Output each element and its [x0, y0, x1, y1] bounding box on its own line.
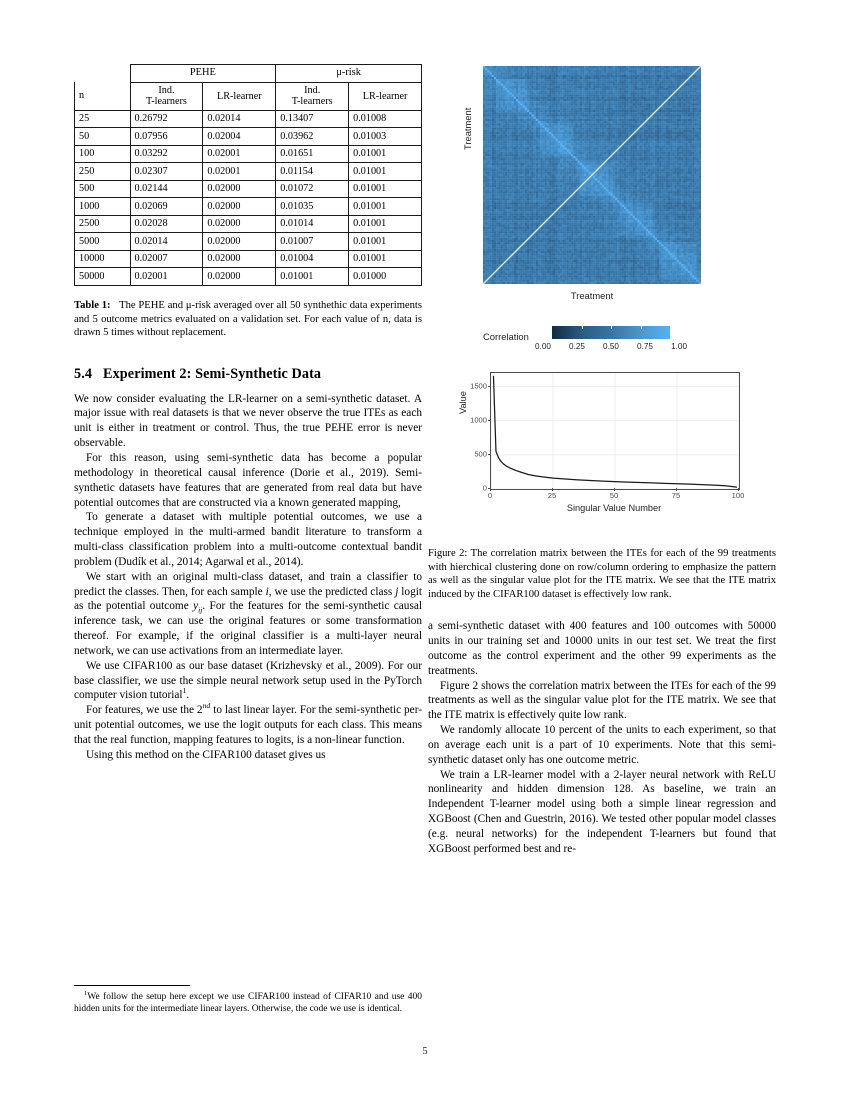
header-line-2: T-learners [291, 96, 333, 108]
colorbar-tick [582, 326, 583, 329]
cell-pehe-lr: 0.02000 [203, 180, 276, 198]
table-row [75, 215, 422, 233]
colorbar-tick-label: 0.50 [603, 342, 619, 351]
right-column-spacer [428, 601, 776, 619]
cell-mu-lr: 0.01001 [349, 250, 422, 268]
table-row [75, 233, 422, 251]
table-body [75, 110, 422, 285]
results-table [74, 64, 422, 286]
header-line-2: T-learners [145, 96, 187, 108]
p6-part-b: to last linear layer. For the semi-synthetic per-unit potential outcomes, we use the logit outputs for each class. This means that the real function, mapping features to logits, is a non-linear function. [74, 704, 422, 746]
table-header-pehe-lr-learner: LR-learner [203, 82, 276, 110]
table-group-header-pehe: PEHE [130, 65, 276, 83]
table-caption-label: Table 1: [74, 299, 111, 311]
p4-var-ij-subscript: ij [198, 605, 203, 615]
heatmap-legend-title: Correlation [483, 331, 529, 342]
colorbar-tick [611, 326, 612, 329]
section-title: Experiment 2: Semi-Synthetic Data [103, 365, 322, 382]
cell-mu-lr: 0.01001 [349, 233, 422, 251]
cell-mu-lr: 0.01001 [349, 163, 422, 181]
heatmap-colorbar-tick-labels [535, 342, 687, 351]
lineplot-x-tick-label: 25 [547, 491, 557, 500]
cell-pehe-ind: 0.02001 [130, 268, 203, 286]
cell-pehe-ind: 0.03292 [130, 145, 203, 163]
cell-mu-lr: 0.01001 [349, 198, 422, 216]
cell-mu-ind: 0.01004 [276, 250, 349, 268]
cell-n: 10000 [75, 250, 131, 268]
table-caption-text: The PEHE and μ-risk averaged over all 50 synthethic data experiments and 5 outcome metrics evaluated on a validation set. For each value of n, data is drawn 5 times without replacement. [74, 299, 423, 339]
cell-n: 250 [75, 163, 131, 181]
cell-pehe-ind: 0.02069 [130, 198, 203, 216]
p4-var-y: y [193, 600, 199, 613]
header-line-1: Ind. [158, 85, 175, 97]
lineplot-x-ticks [487, 488, 745, 502]
colorbar-tick-label: 1.00 [671, 342, 687, 351]
table-sub-header-row [75, 82, 422, 110]
cell-pehe-lr: 0.02000 [203, 250, 276, 268]
right-paragraph-4: We train a LR-learner model with a 2-layer neural network with ReLU nonlinearity and hidden dimension 128. As baseline, we train an Independent T-learner model using both a simple linear regression and XGBoost (Chen and Guestrin, 2016). We tested other popular model classes (e.g. neural networks) for the independent T-learners but found that XGBoost performed best and re- [428, 768, 776, 855]
lineplot-y-tick-label: 1500 [470, 381, 487, 391]
table-row [75, 145, 422, 163]
cell-n: 1000 [75, 198, 131, 216]
table-row [75, 180, 422, 198]
lineplot-y-tickmark [488, 420, 491, 421]
cell-pehe-ind: 0.02014 [130, 233, 203, 251]
table-corner-cell [75, 65, 131, 83]
table-header-mu-lr-learner: LR-learner [349, 82, 422, 110]
page-number: 5 [422, 1046, 428, 1057]
figure-2-singular-value-plot [428, 368, 776, 533]
table-header-mu-ind-tlearners [276, 82, 349, 110]
lineplot-x-tick-label: 75 [671, 491, 681, 500]
p6-ordinal-superscript: nd [202, 701, 211, 711]
cell-mu-lr: 0.01001 [349, 145, 422, 163]
cell-mu-ind: 0.01154 [276, 163, 349, 181]
cell-pehe-ind: 0.02307 [130, 163, 203, 181]
lineplot-panel [490, 372, 740, 490]
figure-2-heatmap [428, 64, 776, 364]
cell-n: 500 [75, 180, 131, 198]
table-row [75, 163, 422, 181]
lineplot-svg [491, 373, 739, 489]
cell-mu-ind: 0.01651 [276, 145, 349, 163]
cell-n: 50 [75, 128, 131, 146]
right-paragraph-3: We randomly allocate 10 percent of the units to each experiment, so that on average each unit is a part of 10 experiments. Note that this semi-synthetic dataset only has one outcome metric. [428, 724, 776, 766]
left-paragraph-3: To generate a dataset with multiple potential outcomes, we use a technique employed in the multi-armed bandit literature to transform a multi-class classification problem into a multi-outcome contextual bandit problem (Dudík et al., 2014; Agarwal et al., 2014). [74, 511, 422, 568]
right-column [428, 64, 776, 857]
left-paragraph-5 [74, 659, 422, 704]
colorbar-tick-label: 0.75 [637, 342, 653, 351]
table-caption [74, 299, 422, 340]
lineplot-y-tickmark [488, 386, 491, 387]
footnote-ref-1[interactable]: 1 [182, 686, 187, 696]
cell-pehe-lr: 0.02000 [203, 215, 276, 233]
heatmap-plot-area [483, 66, 701, 284]
lineplot-y-tickmark [488, 454, 491, 455]
heatmap-diagonal [483, 66, 701, 284]
heatmap-x-axis-label: Treatment [570, 290, 614, 301]
cell-mu-lr: 0.01008 [349, 110, 422, 128]
cell-n: 5000 [75, 233, 131, 251]
cell-pehe-ind: 0.07956 [130, 128, 203, 146]
heatmap-y-axis-label: Treatment [462, 107, 473, 150]
lineplot-x-axis-label: Singular Value Number [566, 503, 662, 513]
heatmap-legend [483, 326, 763, 362]
cell-pehe-ind: 0.02144 [130, 180, 203, 198]
cell-n: 50000 [75, 268, 131, 286]
left-paragraph-4 [74, 570, 422, 659]
table-row [75, 198, 422, 216]
cell-pehe-lr: 0.02001 [203, 163, 276, 181]
table-header-n: n [75, 82, 131, 110]
cell-mu-lr: 0.01000 [349, 268, 422, 286]
cell-n: 25 [75, 110, 131, 128]
lineplot-y-axis-label: Value [458, 391, 468, 414]
cell-mu-lr: 0.01001 [349, 215, 422, 233]
cell-mu-ind: 0.01007 [276, 233, 349, 251]
colorbar-tick-label: 0.00 [535, 342, 551, 351]
figure-2-caption [428, 547, 776, 601]
cell-mu-ind: 0.13407 [276, 110, 349, 128]
table-row [75, 268, 422, 286]
right-paragraph-1: a semi-synthetic dataset with 400 features and 100 outcomes with 50000 units in our training set and 10000 units in our test set. We treat the first outcome as the control experiment and the other 99 experiments as the treatments. [428, 620, 776, 677]
lineplot-x-tick-label: 50 [609, 491, 619, 500]
cell-pehe-lr: 0.02001 [203, 145, 276, 163]
left-paragraph-7: Using this method on the CIFAR100 dataset gives us [86, 748, 326, 761]
cell-pehe-lr: 0.02000 [203, 233, 276, 251]
lineplot-y-tick-label: 500 [474, 449, 487, 459]
cell-mu-lr: 0.01001 [349, 180, 422, 198]
table-row [75, 250, 422, 268]
p4-var-j: j [395, 585, 399, 598]
p5-part-b: . [186, 689, 190, 702]
cell-n: 100 [75, 145, 131, 163]
lineplot-x-tick-label: 0 [487, 491, 493, 500]
cell-pehe-lr: 0.02004 [203, 128, 276, 146]
left-paragraph-1: We now consider evaluating the LR-learner on a semi-synthetic dataset. A major issue with real datasets is that we never observe the true ITEs as each unit is either in treatment or control. Thus, the true PEHE error is never observable. [74, 392, 422, 450]
p5-part-a: We use CIFAR100 as our base dataset (Krizhevsky et al., 2009). For our base classifier, we use the simple neural network setup used in the PyTorch computer vision tutorial [74, 659, 422, 702]
cell-pehe-ind: 0.02028 [130, 215, 203, 233]
table-head [75, 65, 422, 111]
cell-pehe-ind: 0.02007 [130, 250, 203, 268]
table-group-header-row [75, 65, 422, 83]
cell-mu-ind: 0.03962 [276, 128, 349, 146]
left-column [74, 64, 422, 763]
p4-var-i: i [265, 585, 269, 598]
section-number: 5.4 [74, 365, 93, 382]
cell-mu-ind: 0.01035 [276, 198, 349, 216]
lineplot-y-tick-label: 0 [482, 483, 487, 493]
lineplot-x-tick-label: 100 [731, 491, 745, 500]
p4-part-b: , we use the predicted class [268, 585, 396, 598]
cell-n: 2500 [75, 215, 131, 233]
figure-caption-label: Figure 2: [428, 548, 468, 559]
p4-part-d: . For the features for the semi-synthetic causal inference task, we can use the original features or some transformation thereof. For example, if the original classifier is a multi-layer neural network, we can use activations from an intermediate layer. [74, 600, 423, 657]
p6-part-a: For features, we use the 2 [86, 704, 203, 717]
lineplot-y-tick-label: 1000 [470, 415, 487, 425]
footnote-area [74, 985, 422, 1015]
table-header-pehe-ind-tlearners [130, 82, 203, 110]
table-group-header-mu-risk: μ-risk [276, 65, 422, 83]
colorbar-tick [670, 326, 671, 329]
cell-pehe-ind: 0.26792 [130, 110, 203, 128]
figure-caption-text: The correlation matrix between the ITEs for each of the 99 treatments with hierchical clustering done on row/column ordering to emphasize the pattern as well as the singular value plot for the ITE matrix. We see that the ITE matrix induced by the CIFAR100 dataset is effectively low rank. [428, 548, 776, 600]
colorbar-tick [641, 326, 642, 329]
right-paragraph-2: Figure 2 shows the correlation matrix between the ITEs for each of the 99 treatments as well as the singular value plot for the ITE matrix. We see that the ITE matrix is effectively quite low rank. [428, 679, 776, 722]
cell-mu-ind: 0.01014 [276, 215, 349, 233]
table-row [75, 128, 422, 146]
cell-pehe-lr: 0.02000 [203, 198, 276, 216]
footnote-rule [74, 985, 190, 986]
cell-mu-ind: 0.01072 [276, 180, 349, 198]
table-row [75, 110, 422, 128]
header-line-1: Ind. [304, 85, 321, 97]
heatmap-colorbar-ticks [552, 326, 670, 339]
section-heading [74, 366, 422, 383]
footnote-1 [74, 991, 422, 1015]
cell-pehe-lr: 0.02000 [203, 268, 276, 286]
left-paragraph-6 [74, 703, 422, 748]
left-paragraph-2: For this reason, using semi-synthetic data has become a popular methodology in theoretical causal inference (Dorie et al., 2019). Semi-synthetic datasets have features that are generated from real data but have potential outcomes that are constructed via a known generated mapping, [74, 451, 422, 509]
colorbar-tick-label: 0.25 [569, 342, 585, 351]
cell-mu-ind: 0.01001 [276, 268, 349, 286]
p4-part-c: logit as the potential outcome [74, 585, 422, 613]
footnote-text: We follow the setup here except we use CIFAR100 instead of CIFAR10 and use 400 hidden units for the intermediate linear layers. Otherwise, the code we use is identical. [74, 991, 422, 1014]
cell-mu-lr: 0.01003 [349, 128, 422, 146]
footnote-marker: 1 [84, 989, 88, 997]
p4-part-a: We start with an original multi-class dataset, and train a classifier to predict the classes. Then, for each sample [74, 570, 422, 598]
cell-pehe-lr: 0.02014 [203, 110, 276, 128]
